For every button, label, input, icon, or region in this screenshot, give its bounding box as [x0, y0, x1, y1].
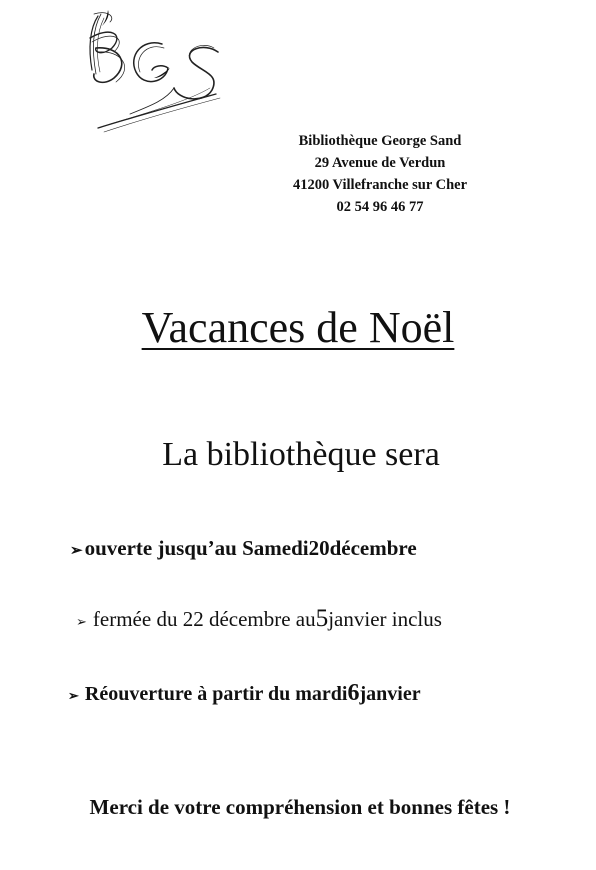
bullet-closed-period: [76, 605, 442, 633]
arrowhead-bullet-icon: ➢: [70, 543, 83, 559]
bullet-number: 6: [347, 680, 360, 706]
bullet-text-after: janvier inclus: [328, 607, 442, 631]
bullet-text-before: ouverte jusqu’au Samedi: [84, 536, 309, 560]
subtitle: La bibliothèque sera: [162, 436, 440, 473]
bullet-open-until: [70, 536, 417, 561]
bullet-number: 20: [308, 536, 330, 560]
bullet-text-after: décembre: [329, 536, 417, 560]
page-title: Vacances de Noël: [141, 303, 455, 352]
bullet-reopening: [68, 680, 421, 707]
library-city: 41200 Villefranche sur Cher: [292, 177, 468, 193]
library-street: 29 Avenue de Verdun: [314, 155, 446, 171]
library-phone: 02 54 96 46 77: [336, 199, 424, 215]
bgs-swirl-logo: [70, 8, 230, 138]
page-title-wrapper: [0, 298, 596, 358]
library-address-block: [240, 130, 520, 218]
arrowhead-bullet-icon: ➢: [76, 614, 87, 629]
library-name: Bibliothèque George Sand: [298, 133, 462, 149]
closing-message: Merci de votre compréhension et bonnes fêtes !: [89, 795, 511, 819]
bullet-text-before: Réouverture à partir du mardi: [84, 683, 348, 705]
bullet-text-before: fermée du 22 décembre au: [92, 607, 316, 631]
arrowhead-bullet-icon: ➢: [68, 688, 79, 703]
bullet-text-after: janvier: [359, 683, 421, 705]
bullet-number: 5: [315, 605, 329, 632]
